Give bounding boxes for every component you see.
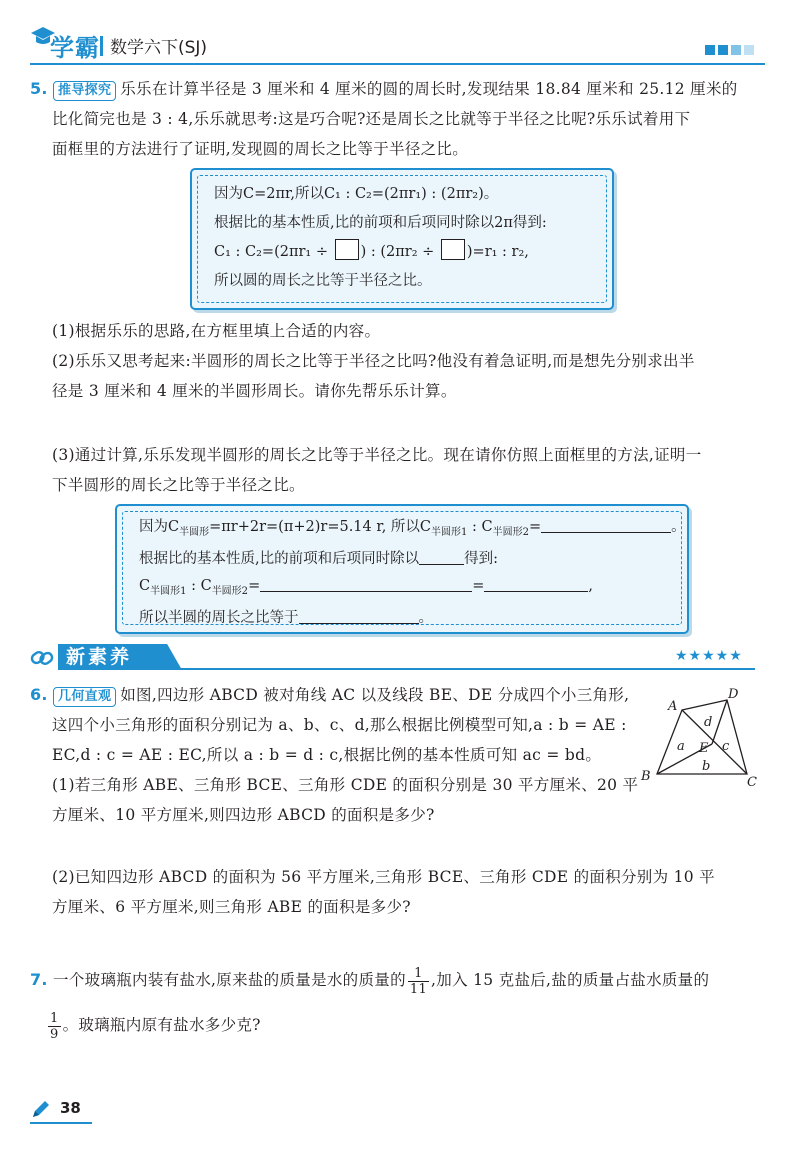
q5-part3-line2: 下半圆形的周长之比等于半径之比。: [52, 476, 305, 494]
q7-text-1: 一个玻璃瓶内装有盐水,原来盐的质量是水的质量的: [53, 971, 406, 989]
label-d: d: [704, 715, 713, 730]
q6-part2-answer-area[interactable]: [52, 922, 752, 962]
label-E: E: [699, 741, 709, 756]
semi-l3a: C: [139, 577, 151, 594]
q6-line1: [30, 680, 629, 710]
semi-l1a: 因为C: [139, 519, 180, 535]
q7-line1: [30, 963, 709, 997]
proof-line-2: 根据比的基本性质,比的前项和后项同时除以2π得到:: [214, 215, 547, 231]
label-C: C: [747, 775, 757, 790]
frac2-num: 1: [50, 1010, 59, 1026]
answer-box-1[interactable]: [335, 239, 359, 260]
footer: [30, 1096, 230, 1126]
label-B: B: [641, 769, 651, 784]
semi-line-2: [139, 546, 665, 573]
semi-blank-2[interactable]: [419, 564, 464, 565]
semi-line-3: [139, 573, 665, 605]
semi-l3sub2: 半圆形2: [211, 585, 249, 597]
q7-text-2: ,加入 15 克盐后,盐的质量占盐水质量的: [431, 971, 710, 989]
answer-box-2[interactable]: [441, 239, 465, 260]
label-b: b: [702, 759, 711, 774]
q5-text-1: 乐乐在计算半径是 3 厘米和 4 厘米的圆的周长时,发现结果 18.84 厘米和 25.12 厘米的: [120, 80, 738, 98]
semi-blank-4[interactable]: [484, 591, 588, 592]
q6-line2: 这四个小三角形的面积分别记为 a、b、c、d,那么根据比例模型可知,a : b = AE :: [52, 716, 627, 734]
semi-l1c: : C: [467, 519, 493, 535]
label-A: A: [668, 699, 678, 714]
q5-tag: 推导探究: [53, 81, 116, 101]
q5-line1: [30, 74, 738, 104]
semi-line-1: [139, 514, 686, 546]
semi-l2b: 得到:: [464, 550, 498, 567]
proof-line-4: 所以圆的周长之比等于半径之比。: [214, 273, 432, 289]
header-squares: [705, 40, 754, 59]
semi-l1sub1: 半圆形1: [431, 526, 468, 538]
semi-l3e: ,: [588, 577, 593, 594]
q5-part2-line2: 径是 3 厘米和 4 厘米的半圆形周长。请你先帮乐乐计算。: [52, 382, 457, 400]
quadrilateral-figure: [632, 682, 762, 792]
q7-line2: [46, 1008, 261, 1042]
q6-line3: EC,d : c = AE : EC,所以 a : b = d : c,根据比例的基本性质可知 ac = bd。: [52, 746, 602, 764]
proof-line-3a: C₁ : C₂=(2πr₁ ÷: [214, 244, 333, 260]
brand-logo: 学霸: [50, 34, 100, 62]
q7-text-3: 。玻璃瓶内原有盐水多少克?: [62, 1016, 261, 1034]
semi-l4b: 。: [418, 609, 433, 626]
q5-part2-line1: (2)乐乐又思考起来:半圆形的周长之比等于半径之比吗?他没有着急证明,而是想先分别求出半: [52, 352, 695, 370]
proof-line-3c: )=r₁ : r₂,: [466, 244, 529, 260]
q6-text-1: 如图,四边形 ABCD 被对角线 AC 以及线段 BE、DE 分成四个小三角形,: [120, 686, 630, 704]
semi-l1d: =: [528, 519, 542, 535]
q6-part2-line1: (2)已知四边形 ABCD 的面积为 56 平方厘米,三角形 BCE、三角形 CDE 的面积分别为 10 平: [52, 868, 715, 886]
semi-blank-1[interactable]: [541, 532, 671, 533]
semi-l1sub2: 半圆形2: [492, 526, 529, 538]
q6-number: 6.: [30, 685, 48, 704]
header-divider: [100, 36, 103, 56]
section-title: 新素养: [66, 646, 133, 668]
fraction-1-9: [48, 1011, 61, 1042]
q7-number: 7.: [30, 970, 48, 989]
semi-l1b: =πr+2r=(π+2)r=5.14 r, 所以C: [209, 519, 432, 535]
q6-tag: 几何直观: [53, 687, 116, 707]
header: [0, 0, 800, 60]
q5-line3: 面框里的方法进行了证明,发现圆的周长之比等于半径之比。: [52, 140, 469, 158]
q6-part1-line2: 方厘米、10 平方厘米,则四边形 ABCD 的面积是多少?: [52, 806, 435, 824]
link-icon: [30, 648, 54, 668]
header-rule: [30, 63, 765, 65]
proof-box: [190, 168, 614, 310]
proof-line-1: 因为C=2πr,所以C₁ : C₂=(2πr₁) : (2πr₂)。: [214, 186, 499, 202]
q5-part1: (1)根据乐乐的思路,在方框里填上合适的内容。: [52, 322, 381, 340]
pencil-icon: [30, 1098, 52, 1120]
frac1-den: 11: [409, 981, 428, 997]
semi-l4a: 所以半圆的周长之比等于: [139, 609, 299, 626]
semi-l3sub1: 半圆形1: [150, 585, 187, 597]
semicircle-proof-box: [115, 504, 689, 634]
header-subject: 数学六下(SJ): [110, 38, 208, 58]
semi-l1e: 。: [671, 519, 686, 535]
q5-part2-answer-area[interactable]: [52, 408, 752, 440]
q5-part3-line1: (3)通过计算,乐乐发现半圆形的周长之比等于半径之比。现在请你仿照上面框里的方法,证明一: [52, 446, 702, 464]
q5-line2: 比化简完也是 3 : 4,乐乐就思考:这是巧合呢?还是周长之比就等于半径之比呢?乐乐试着用下: [52, 110, 691, 128]
section-header: [30, 644, 755, 672]
q5-number: 5.: [30, 79, 48, 98]
q6-part1-answer-area[interactable]: [52, 832, 752, 862]
semi-l2a: 根据比的基本性质,比的前项和后项同时除以: [139, 550, 420, 567]
difficulty-stars: ★★★★★: [675, 648, 743, 664]
frac1-num: 1: [408, 966, 429, 982]
label-a: a: [677, 739, 685, 754]
proof-line-3: [214, 238, 590, 267]
semi-l3c: =: [248, 577, 261, 594]
semi-blank-5[interactable]: [299, 623, 419, 624]
q6-part2-line2: 方厘米、6 平方厘米,则三角形 ABE 的面积是多少?: [52, 898, 411, 916]
label-D: D: [728, 687, 739, 702]
label-c: c: [722, 739, 730, 754]
frac2-den: 9: [50, 1026, 59, 1042]
section-rule: [180, 668, 755, 670]
q6-part1-line1: (1)若三角形 ABE、三角形 BCE、三角形 CDE 的面积分别是 30 平方厘米、20 平: [52, 776, 639, 794]
proof-line-3b: ) : (2πr₂ ÷: [360, 244, 439, 260]
fraction-1-11: [408, 966, 429, 997]
semi-line-4: [139, 605, 665, 632]
footer-rule: [30, 1122, 92, 1124]
q7-answer-area[interactable]: [52, 1045, 752, 1090]
semi-blank-3[interactable]: [260, 591, 472, 592]
semi-l3b: : C: [186, 577, 212, 594]
semi-l3d: =: [472, 577, 485, 594]
page-number: 38: [60, 1099, 81, 1117]
semi-l1sub: 半圆形: [179, 526, 210, 538]
